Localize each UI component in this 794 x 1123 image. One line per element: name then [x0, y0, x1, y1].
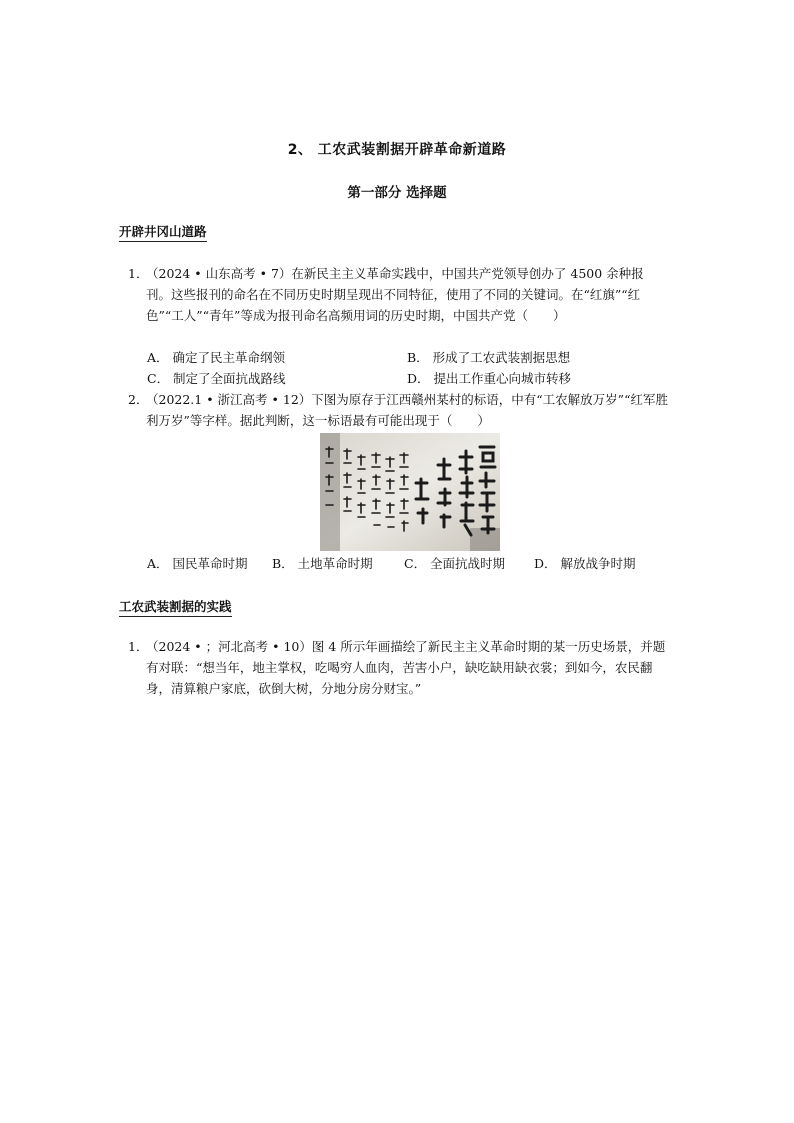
option-d[interactable]: D． 提出工作重心向城市转移 — [407, 371, 571, 386]
option-c[interactable]: C． 全面抗战时期 — [404, 556, 506, 571]
slogan-photo — [320, 433, 500, 551]
question-number: 2． — [128, 392, 149, 407]
question-2-1 — [128, 636, 668, 699]
section-heading-2: 工农武装割据的实践 — [119, 597, 232, 617]
question-stem: （2024 • 山东高考 • 7）在新民主主义革命实践中，中国共产党领导创办了 4500 余种报刊。这些报刊的命名在不同历史时期呈现出不同特征，使用了不同的关键词。在“红旗”“红色”“工人”“青年”等成为报刊命名高频用词的历史时期，中国共产党（ ） — [146, 266, 644, 323]
question-1-2 — [128, 389, 668, 431]
option-c[interactable]: C． 制定了全面抗战路线 — [147, 371, 286, 386]
question-stem: （2022.1 • 浙江高考 • 12）下图为原存于江西赣州某村的标语，中有“工农解放万岁”“红军胜利万岁”等字样。据此判断，这一标语最有可能出现于（ ） — [146, 392, 668, 428]
question-number: 1． — [128, 639, 149, 654]
option-b[interactable]: B． 土地革命时期 — [272, 556, 373, 571]
page-title: 2、 工农武装割据开辟革命新道路 — [287, 142, 507, 158]
question-stem: （2024 • ；河北高考 • 10）图 4 所示年画描绘了新民主主义革命时期的某一历史场景，并题有对联：“想当年，地主掌权，吃喝穷人血肉，苦害小户，缺吃缺用缺衣裳；到如今，农民翻身，清算粮户家底，砍倒大树，分地分房分财宝。” — [146, 639, 666, 696]
question-number: 1． — [128, 266, 149, 281]
question-1-1 — [128, 263, 668, 326]
section-heading-1: 开辟井冈山道路 — [119, 222, 207, 242]
option-b[interactable]: B． 形成了工农武装割据思想 — [407, 350, 571, 365]
option-a[interactable]: A． 国民革命时期 — [147, 556, 248, 571]
option-d[interactable]: D． 解放战争时期 — [534, 556, 636, 571]
option-a[interactable]: A． 确定了民主革命纲领 — [147, 350, 286, 365]
part-title: 第一部分 选择题 — [347, 185, 447, 201]
